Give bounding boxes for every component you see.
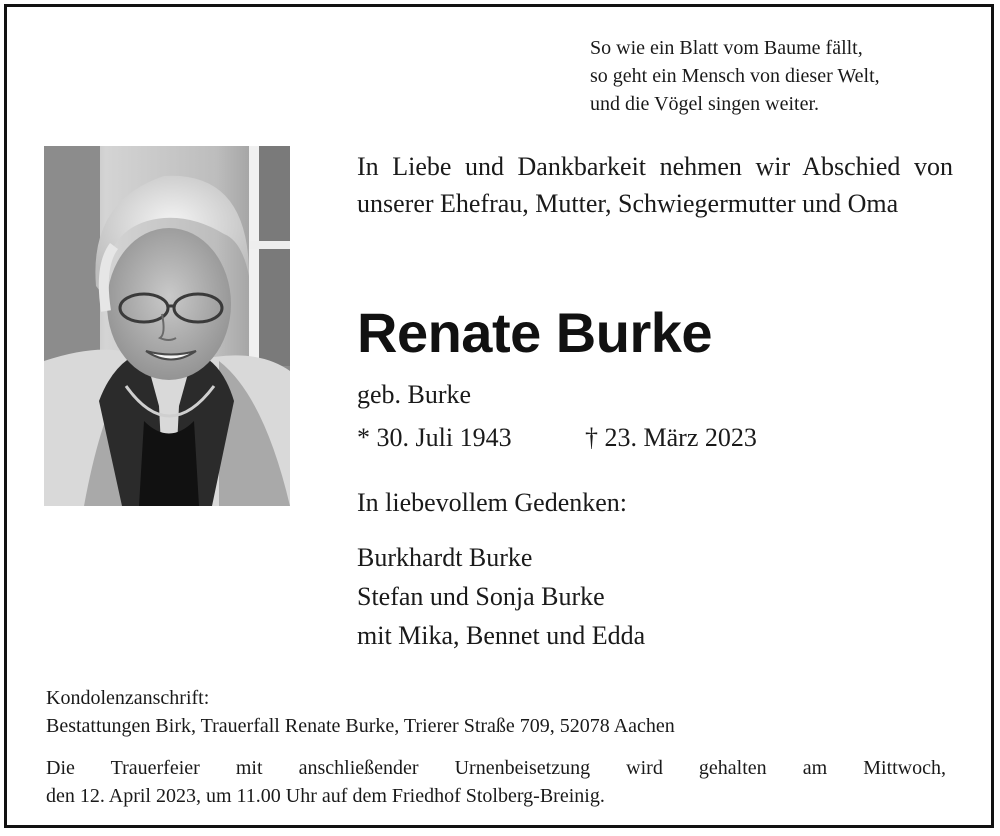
poem-line: so geht ein Mensch von dieser Welt, [590,65,880,87]
memory-heading: In liebevollem Gedenken: [357,488,628,517]
mourner: Burkhardt Burke [357,543,533,572]
condolence-label: Kondolenzanschrift: [46,687,210,709]
poem-line: und die Vögel singen weiter. [590,93,820,115]
mourners-list [357,538,645,655]
mourner: Stefan und Sonja Burke [357,582,605,611]
birth-name: geb. Burke [357,380,472,409]
ceremony-line: Die Trauerfeier mit anschließender Urnenbeisetzung wird gehalten am Mittwoch, [46,757,946,779]
birth-date: * 30. Juli 1943 [357,423,512,452]
poem-line: So wie ein Blatt vom Baume fällt, [590,37,863,59]
poem [590,34,880,118]
ceremony-notice [46,754,946,810]
mourner: mit Mika, Bennet und Edda [357,621,646,650]
farewell-intro: In Liebe und Dankbarkeit nehmen wir Abschied von unserer Ehefrau, Mutter, Schwiegermutter und Oma [357,152,953,218]
ceremony-line: den 12. April 2023, um 11.00 Uhr auf dem Friedhof Stolberg-Breinig. [46,785,605,807]
death-date: † 23. März 2023 [585,423,757,452]
portrait-photo [44,146,290,506]
condolence-address: Bestattungen Birk, Trauerfall Renate Burke, Trierer Straße 709, 52078 Aachen [46,715,675,737]
deceased-name: Renate Burke [357,301,713,364]
life-dates [357,421,757,455]
